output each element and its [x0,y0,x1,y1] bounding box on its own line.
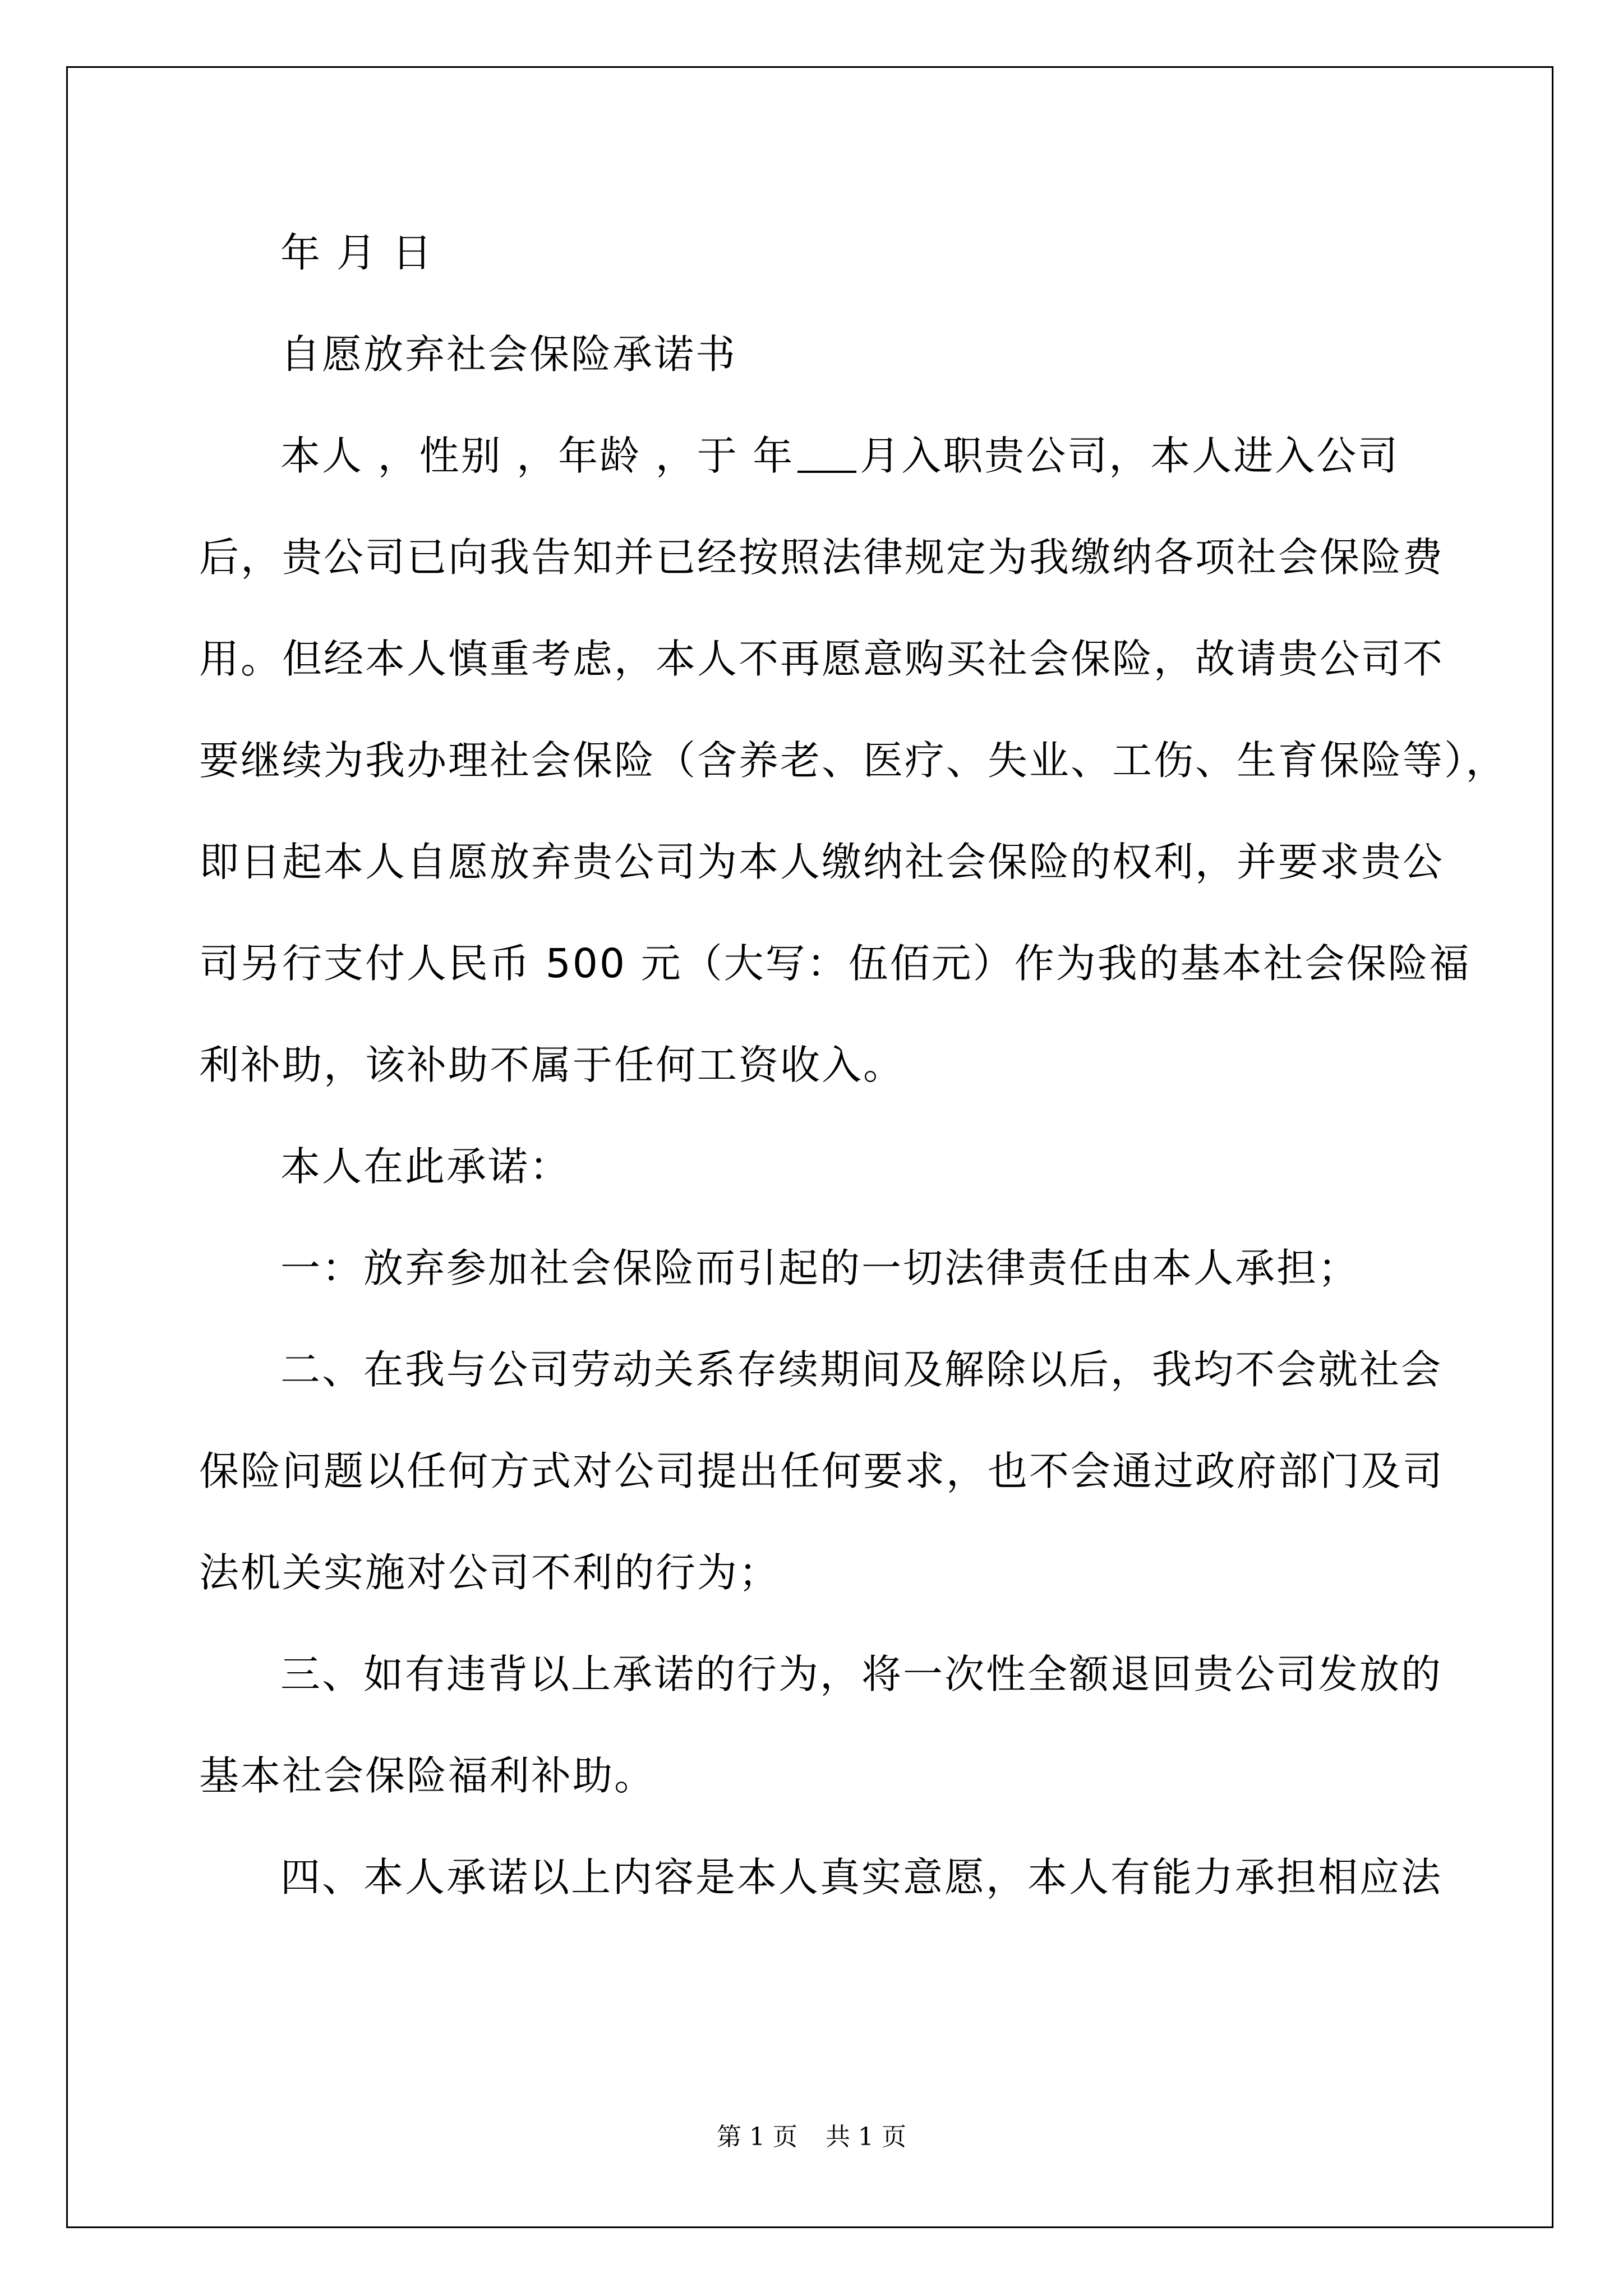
commit-item-4 [199,1826,1450,1928]
text-line: 四、本人承诺以上内容是本人真实意愿，本人有能力承担相应法 [280,1854,1443,1901]
text-line: 用。但经本人慎重考虑，本人不再愿意购买社会保险，故请贵公司不 [199,636,1445,682]
commit-item-2 [199,1319,1450,1623]
text-line: 基本社会保险福利补助。 [199,1752,656,1799]
fill-in-blank [797,471,856,473]
text-line: 二、在我与公司劳动关系存续期间及解除以后，我均不会就社会 [280,1346,1443,1393]
commit-item-3 [199,1623,1450,1826]
document-body [199,202,1507,1928]
commit-heading: 本人在此承诺： [280,1143,571,1190]
text-line: 后，贵公司已向我告知并已经按照法律规定为我缴纳各项社会保险费 [199,534,1445,581]
text-segment: 本人 ，性别 ，年龄 ，于 年 [280,432,795,479]
document-title: 自愿放弃社会保险承诺书 [280,331,737,378]
text-line: 要继续为我办理社会保险（含养老、医疗、失业、工伤、生育保险等）， [199,737,1507,784]
page-total: 共 1 页 [826,2123,906,2151]
text-line [199,405,1450,507]
text-line: 保险问题以任何方式对公司提出任何要求，也不会通过政府部门及司 [199,1448,1445,1494]
text-line: 三、如有违背以上承诺的行为，将一次性全额退回贵公司发放的 [280,1651,1443,1697]
text-line: 即日起本人自愿放弃贵公司为本人缴纳社会保险的权利，并要求贵公 [199,839,1445,885]
text-line: 司另行支付人民币 500 元（大写：伍佰元）作为我的基本社会保险福 [199,940,1471,987]
paragraph-statement [199,405,1507,1116]
text-segment: 月入职贵公司，本人进入公司 [860,432,1400,479]
commit-item-1: 一：放弃参加社会保险而引起的一切法律责任由本人承担； [280,1245,1360,1291]
text-line: 利补助，该补助不属于任何工资收入。 [199,1042,905,1088]
page-number: 第 1 页 [717,2123,797,2151]
page-footer [0,2120,1623,2154]
date-line: 年 月 日 [280,229,434,276]
text-line: 法机关实施对公司不利的行为； [199,1549,781,1596]
